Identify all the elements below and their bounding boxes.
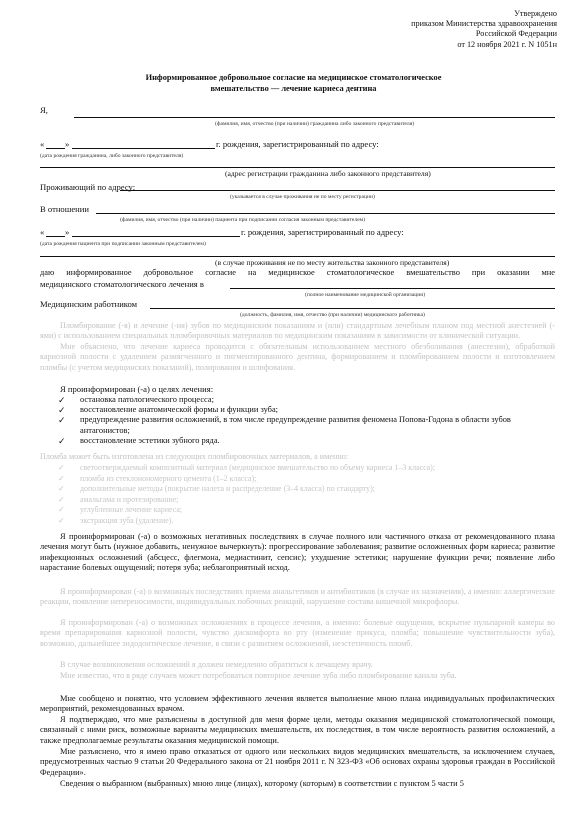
faded-list-item: ✓ углубленные лечение кариеса; xyxy=(58,505,183,515)
checkmark-icon: ✓ xyxy=(58,484,65,494)
patient-birth-date-field[interactable] xyxy=(72,236,240,237)
living-hint: (указывается в случае проживания не по месту регистрации) xyxy=(230,194,375,200)
fio-field[interactable] xyxy=(74,117,555,118)
document-title xyxy=(60,73,527,94)
med-worker-field[interactable] xyxy=(150,308,555,309)
living-address-field[interactable] xyxy=(120,190,555,191)
med-worker-label: Медицинским работником xyxy=(40,299,138,309)
checkmark-icon: ✓ xyxy=(58,505,65,515)
patient-hint: (фамилия, имя, отчество (при наличии) пациента при подписании согласия законным представителем) xyxy=(120,217,366,223)
faded-list-item: ✓ амальгама и протезирование; xyxy=(58,494,179,504)
faded-list-item: ✓ дополнительные методы (покрытие налета и распределение (3–4 класса) по стандарту); xyxy=(58,484,375,494)
checkmark-icon: ✓ xyxy=(58,415,66,426)
faded-paragraph: Мне известно, что в ряде случаев может потребоваться повторное лечение зуба либо пломбирование канала зуба. xyxy=(60,671,457,680)
title-line: Информированное добровольное согласие на медицинское стоматологическое xyxy=(145,73,442,82)
born-reg-label: г. рождения, зарегистрированный по адресу: xyxy=(216,139,379,149)
birth-day-field[interactable] xyxy=(46,148,65,149)
consent-line-2: медицинского стоматологического лечения в xyxy=(40,279,204,289)
patient-fio-field[interactable] xyxy=(96,213,555,214)
checkmark-icon: ✓ xyxy=(58,463,65,472)
quote-close: » xyxy=(65,139,70,149)
faded-paragraph: Мне объяснено, что лечение кариеса проводится с обязательным использованием местного обезболивания (анестезии), обработкой кариозной полости с удалением размягченного и пигментированного дентина, формированием и пломбированием полости и изготовлением пломбы (с учетом медицинских показаний), полирования и шлифования. xyxy=(40,342,555,372)
checkmark-icon: ✓ xyxy=(58,473,65,483)
faded-paragraph: Пломбирование (-я) и лечение (-ия) зубов по медицинским показаниям и (или) стандартным лечебным планом под местной анестезией (-ями) с использованием специальных пломбировочных материалов по медицинским показаниям в зависимости от клинической ситуации. xyxy=(40,321,555,341)
checkmark-icon: ✓ xyxy=(58,515,65,525)
fio-hint: (фамилия, имя, отчество (при наличии) гражданина либо законного представителя) xyxy=(215,121,415,127)
living-label: Проживающий по адресу: xyxy=(40,182,136,192)
birth-date-field[interactable] xyxy=(72,148,215,149)
reg-address-field[interactable] xyxy=(40,167,555,168)
checkmark-icon: ✓ xyxy=(58,405,66,416)
checkmark-icon: ✓ xyxy=(58,494,65,504)
title-line: вмешательство — лечение кариеса дентина xyxy=(210,83,377,93)
goal-item: ✓ остановка патологического процесса; xyxy=(58,395,214,405)
faded-list-intro: Пломба может быть изготовлена из следующих пломбировочных материалов, а именно: xyxy=(40,452,349,461)
approval-line: приказом Министерства здравоохранения xyxy=(411,19,557,29)
approval-line: от 12 ноября 2021 г. N 1051н xyxy=(457,39,557,49)
patient-birth-hint: (дата рождения пациента при подписании законным представителем) xyxy=(40,241,206,247)
approval-block xyxy=(411,9,557,50)
approval-line: Утверждено xyxy=(514,9,557,18)
faded-list xyxy=(40,463,555,527)
quote-open: « xyxy=(40,227,45,237)
checkmark-icon: ✓ xyxy=(58,395,66,405)
faded-paragraph: Я проинформирован (-а) о возможных последствиях приема анальгетиков и антибиотиков (в случае их назначения), а именно: аллергические реакции, появление непереносимости, индивидуальных побочных реакций, нарушение состава кишечной микрофлоры. xyxy=(40,587,555,607)
patient-living-hint: (в случае проживания не по месту жительства законного представителя) xyxy=(215,258,450,267)
faded-list-item: ✓ светоотверждаемый композитный материал (медицинское вмешательство по объему кариеса 1–3 класса); xyxy=(58,463,436,472)
faded-paragraph: Я проинформирован (-а) о возможных осложнениях в процессе лечения, а именно: болевые ощущения, вскрытие пульпарной камеры во время препарирования кариозной полости, чувство дискомфорта во рту (изменение прикуса, пломба; повышение чувствительности зуба), возможно, дальнейшее эндодонтическое лечение, в связи с развитием осложнений, неэстетичность пломб. xyxy=(40,618,555,648)
trusted-persons-paragraph: Сведения о выбранном (выбранных) мною лице (лицах), которому (которым) в соответствии с пунктом 5 части 5 xyxy=(60,779,464,788)
org-hint: (полное наименование медицинской организации) xyxy=(305,292,426,298)
faded-list-item: ✓ пломба из стеклоиономерного цемента (1–2 класса); xyxy=(58,473,257,483)
plan-paragraph: Мне сообщено и понятно, что условием эффективного лечения является выполнение мною плана индивидуальных профилактических мероприятий, рекомендованных врачом. xyxy=(40,694,555,714)
reg-hint: (адрес регистрации гражданина либо законного представителя) xyxy=(225,169,431,178)
regarding-label: В отношении xyxy=(40,204,89,214)
confirmation-paragraph: Я подтверждаю, что мне разъяснены в доступной для меня форме цели, методы оказания медицинской стоматологической помощи, связанный с ними риск, возможные варианты медицинских вмешательств, их последствия, в том числе вероятность развития осложнений, а также предполагаемые результаты оказания медицинской помощи. xyxy=(40,715,555,745)
goal-item: ✓ восстановление анатомической формы и функции зуба; xyxy=(58,405,278,416)
consequences-paragraph: Я проинформирован (-а) о возможных негативных последствиях в случае полного или частичного отказа от рекомендованного плана лечения могут быть (нужное добавить, ненужное вычеркнуть): прогрессирование заболевания; развитие осложненных форм кариеса; развитие инфекционных осложнений (абсцесс, флегмона, медиастинит, сепсис); ухудшение эстетики; нарушение функции речи; появление либо нарастание болевых ощущений; потеря зуба; неблагоприятный исход. xyxy=(40,532,555,573)
checkmark-icon: ✓ xyxy=(58,435,66,446)
faded-list-item: ✓ экстракция зуба (удаление). xyxy=(58,515,174,525)
quote-close: » xyxy=(65,227,70,237)
worker-hint: (должность, фамилия, имя, отчество (при наличии) медицинского работника) xyxy=(240,312,425,318)
approval-line: Российской Федерации xyxy=(475,29,557,39)
patient-birth-day-field[interactable] xyxy=(46,236,65,237)
birth-hint: (дата рождения гражданина, либо законного представителя) xyxy=(40,153,184,159)
faded-paragraph: В случае возникновения осложнений я должен немедленно обратиться к лечащему врачу. xyxy=(60,660,373,669)
quote-open: « xyxy=(40,139,45,149)
consent-line-1: даю информированное добровольное согласие на медицинское стоматологическое вмешательство при оказании мне xyxy=(40,268,555,277)
patient-address-field[interactable] xyxy=(40,256,555,257)
ya-label: Я, xyxy=(40,105,48,115)
goals-intro: Я проинформирован (-а) о целях лечения: xyxy=(60,384,214,394)
goal-item: ✓ предупреждение развития осложнений, в том числе предупреждение развития феномена Попова-Годона в области зубов антагонистов; xyxy=(58,415,511,435)
patient-born-reg-label: г. рождения, зарегистрированный по адресу: xyxy=(241,227,404,237)
goals-list xyxy=(40,395,555,446)
goal-item: ✓ восстановление эстетики зубного ряда. xyxy=(58,435,220,446)
organization-field[interactable] xyxy=(230,288,555,289)
refusal-right-paragraph: Мне разъяснено, что я имею право отказаться от одного или нескольких видов медицинских вмешательств, за исключением случаев, предусмотренных частью 9 статьи 20 Федерального закона от 21 ноября 2011 г. N 323-ФЗ «Об основах охраны здоровья граждан в Российской Федерации». xyxy=(40,747,555,777)
